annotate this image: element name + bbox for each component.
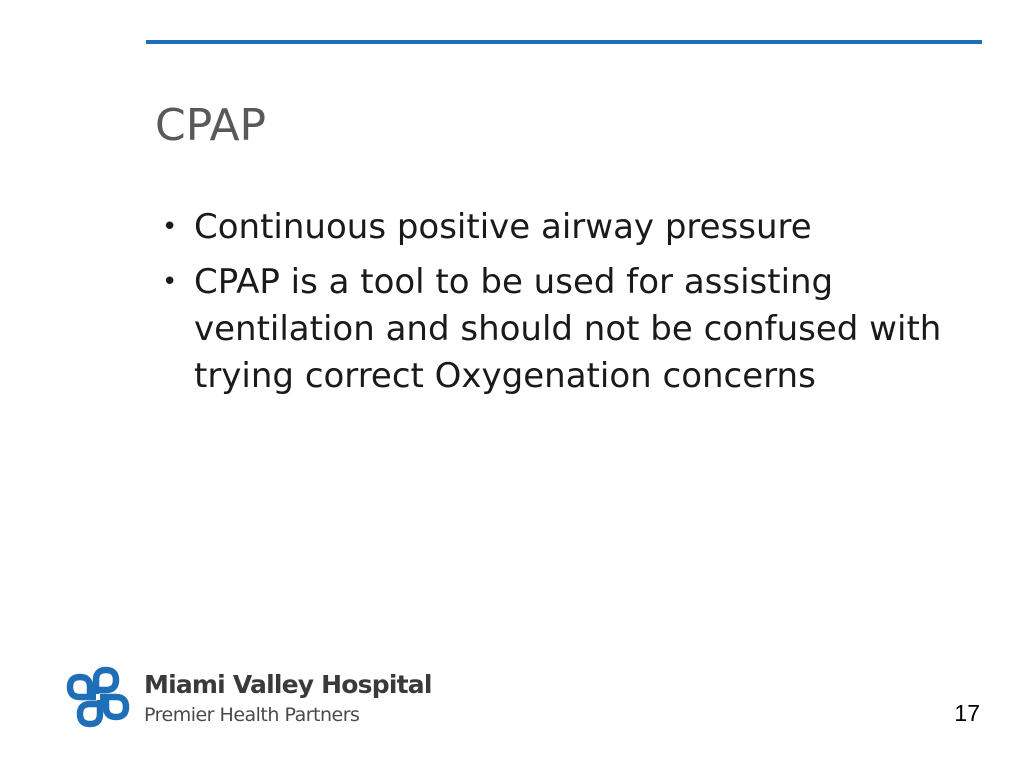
slide-title: CPAP — [155, 100, 267, 151]
bullet-list — [160, 204, 960, 408]
page-number: 17 — [954, 700, 980, 726]
bullet-icon: • — [162, 212, 178, 242]
bullet-item — [160, 204, 960, 251]
logo-name: Miami Valley Hospital — [144, 670, 432, 699]
top-divider — [146, 40, 982, 44]
hospital-logo-icon — [66, 664, 130, 730]
bullet-text: Continuous positive airway pressure — [194, 207, 812, 247]
bullet-item — [160, 259, 960, 400]
logo-subtitle: Premier Health Partners — [144, 704, 360, 726]
bullet-text: CPAP is a tool to be used for assisting ventilation and should not be confused with trying correct Oxygenation concerns — [194, 262, 942, 396]
bullet-icon: • — [162, 267, 178, 297]
hospital-logo — [66, 664, 432, 730]
